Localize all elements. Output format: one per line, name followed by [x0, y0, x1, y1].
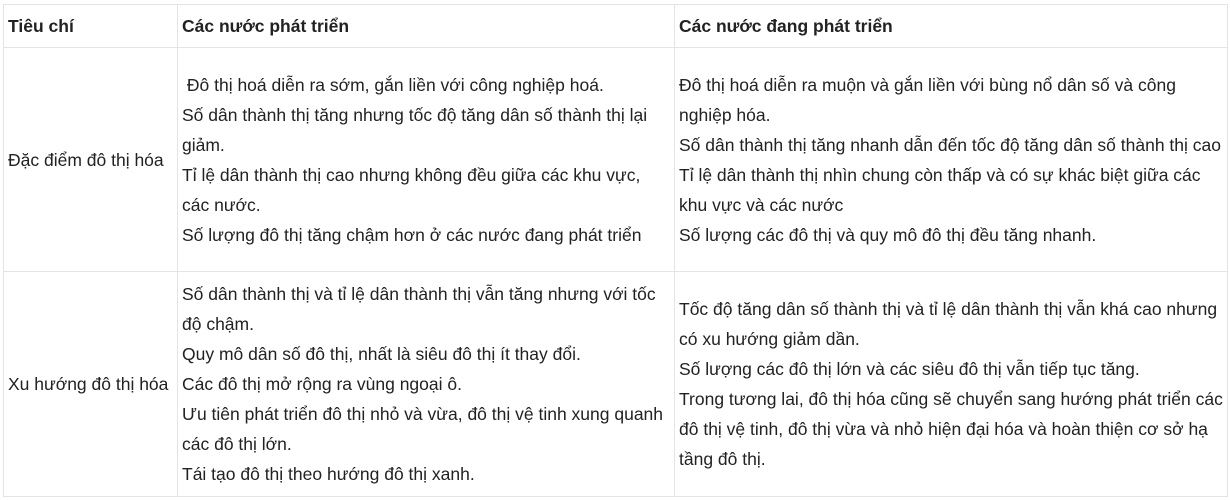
- header-row: [4, 5, 1228, 48]
- table-row: [4, 272, 1228, 497]
- developing-cell: [675, 48, 1228, 272]
- header-developed: Các nước phát triển: [178, 5, 675, 48]
- cell-line: Số dân thành thị tăng nhưng tốc độ tăng dân số thành thị lại giảm.: [182, 104, 648, 155]
- header-developing: Các nước đang phát triển: [675, 5, 1228, 48]
- criteria-cell: Đặc điểm đô thị hóa: [4, 48, 178, 272]
- developed-cell: [178, 48, 675, 272]
- comparison-table: [3, 4, 1228, 497]
- cell-line: Các đô thị mở rộng ra vùng ngoại ô.: [182, 374, 462, 394]
- cell-line: Tốc độ tăng dân số thành thị và tỉ lệ dân thành thị vẫn khá cao nhưng có xu hướng giảm dần.: [679, 299, 1218, 349]
- cell-line: Đô thị hoá diễn ra sớm, gắn liền với công nghiệp hoá.: [182, 74, 604, 95]
- cell-line: Tỉ lệ dân thành thị nhìn chung còn thấp và có sự khác biệt giữa các khu vực và các nước: [679, 164, 1201, 215]
- cell-line: Số dân thành thị tăng nhanh dẫn đến tốc độ tăng dân số thành thị cao: [679, 134, 1221, 155]
- developing-cell: [675, 272, 1228, 497]
- cell-line: Số lượng đô thị tăng chậm hơn ở các nước đang phát triển: [182, 224, 642, 245]
- cell-line: Số lượng các đô thị lớn và các siêu đô thị vẫn tiếp tục tăng.: [679, 359, 1140, 379]
- cell-line: Số dân thành thị và tỉ lệ dân thành thị vẫn tăng nhưng với tốc độ chậm.: [182, 284, 656, 334]
- cell-line: Tái tạo đô thị theo hướng đô thị xanh.: [182, 464, 475, 484]
- header-criteria: Tiêu chí: [4, 5, 178, 48]
- cell-line: Trong tương lai, đô thị hóa cũng sẽ chuyển sang hướng phát triển các đô thị vệ tinh, đô thị vừa và nhỏ hiện đại hóa và hoàn thiện cơ sở hạ tầng đô thị.: [679, 389, 1223, 469]
- cell-line: Đô thị hoá diễn ra muộn và gắn liền với bùng nổ dân số và công nghiệp hóa.: [679, 74, 1176, 125]
- cell-line: Tỉ lệ dân thành thị cao nhưng không đều giữa các khu vực, các nước.: [182, 164, 641, 215]
- developed-cell: [178, 272, 675, 497]
- cell-line: Quy mô dân số đô thị, nhất là siêu đô thị ít thay đổi.: [182, 344, 581, 364]
- table-row: [4, 48, 1228, 272]
- cell-line: Ưu tiên phát triển đô thị nhỏ và vừa, đô thị vệ tinh xung quanh các đô thị lớn.: [182, 404, 664, 454]
- cell-line: Số lượng các đô thị và quy mô đô thị đều tăng nhanh.: [679, 224, 1097, 245]
- criteria-cell: Xu hướng đô thị hóa: [4, 272, 178, 497]
